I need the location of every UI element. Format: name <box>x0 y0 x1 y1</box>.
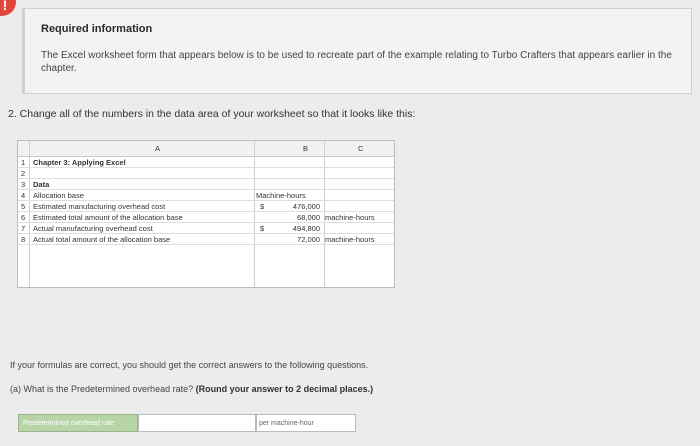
answer-unit: per machine-hour <box>256 414 356 432</box>
value-cell: 68,000 <box>297 213 320 222</box>
alert-icon: ! <box>0 0 16 16</box>
row-number: 5 <box>21 202 26 211</box>
value-cell: 476,000 <box>292 202 320 211</box>
predetermined-overhead-rate-input[interactable] <box>138 414 256 432</box>
sheet-title-cell: Chapter 3: Applying Excel <box>33 158 126 167</box>
row-number: 3 <box>21 180 26 189</box>
currency-cell: $ <box>260 224 265 233</box>
col-header-a: A <box>155 144 161 153</box>
currency-cell: $ <box>260 202 265 211</box>
label-cell: Actual manufacturing overhead cost <box>33 224 153 233</box>
data-header-cell: Data <box>33 180 50 189</box>
grid-line <box>29 141 30 287</box>
label-cell: Actual total amount of the allocation base <box>33 235 171 244</box>
column-header-bar <box>18 141 394 157</box>
row-number: 6 <box>21 213 26 222</box>
col-header-c: C <box>358 144 364 153</box>
label-cell: Estimated total amount of the allocation base <box>33 213 183 222</box>
row-number: 2 <box>21 169 26 178</box>
worksheet-image <box>17 140 395 288</box>
answer-label: Predetermined overhead rate <box>18 414 138 432</box>
row-number: 7 <box>21 224 26 233</box>
unit-cell: machine-hours <box>325 213 375 222</box>
row-number: 1 <box>21 158 26 167</box>
rounding-instruction: (Round your answer to 2 decimal places.) <box>195 384 374 394</box>
row-number: 4 <box>21 191 26 200</box>
grid-line <box>254 141 255 287</box>
sub-question <box>10 384 373 394</box>
label-cell: Estimated manufacturing overhead cost <box>33 202 166 211</box>
row-number: 8 <box>21 235 26 244</box>
info-title: Required information <box>41 23 153 35</box>
value-cell: Machine-hours <box>256 191 306 200</box>
question-text: 2. Change all of the numbers in the data area of your worksheet so that it looks like this: <box>8 108 416 120</box>
value-cell: 494,800 <box>292 224 320 233</box>
col-header-b: B <box>303 144 309 153</box>
label-cell: Allocation base <box>33 191 84 200</box>
value-cell: 72,000 <box>297 235 320 244</box>
sub-question-text: (a) What is the Predetermined overhead rate? <box>10 384 194 394</box>
required-information-panel <box>22 8 692 94</box>
grid-line <box>18 178 394 179</box>
instructions-text: If your formulas are correct, you should get the correct answers to the following questions. <box>10 360 369 370</box>
info-text: The Excel worksheet form that appears below is to be used to recreate part of the example relating to Turbo Crafters that appears earlier in the chapter. <box>41 50 672 74</box>
unit-cell: machine-hours <box>325 235 375 244</box>
